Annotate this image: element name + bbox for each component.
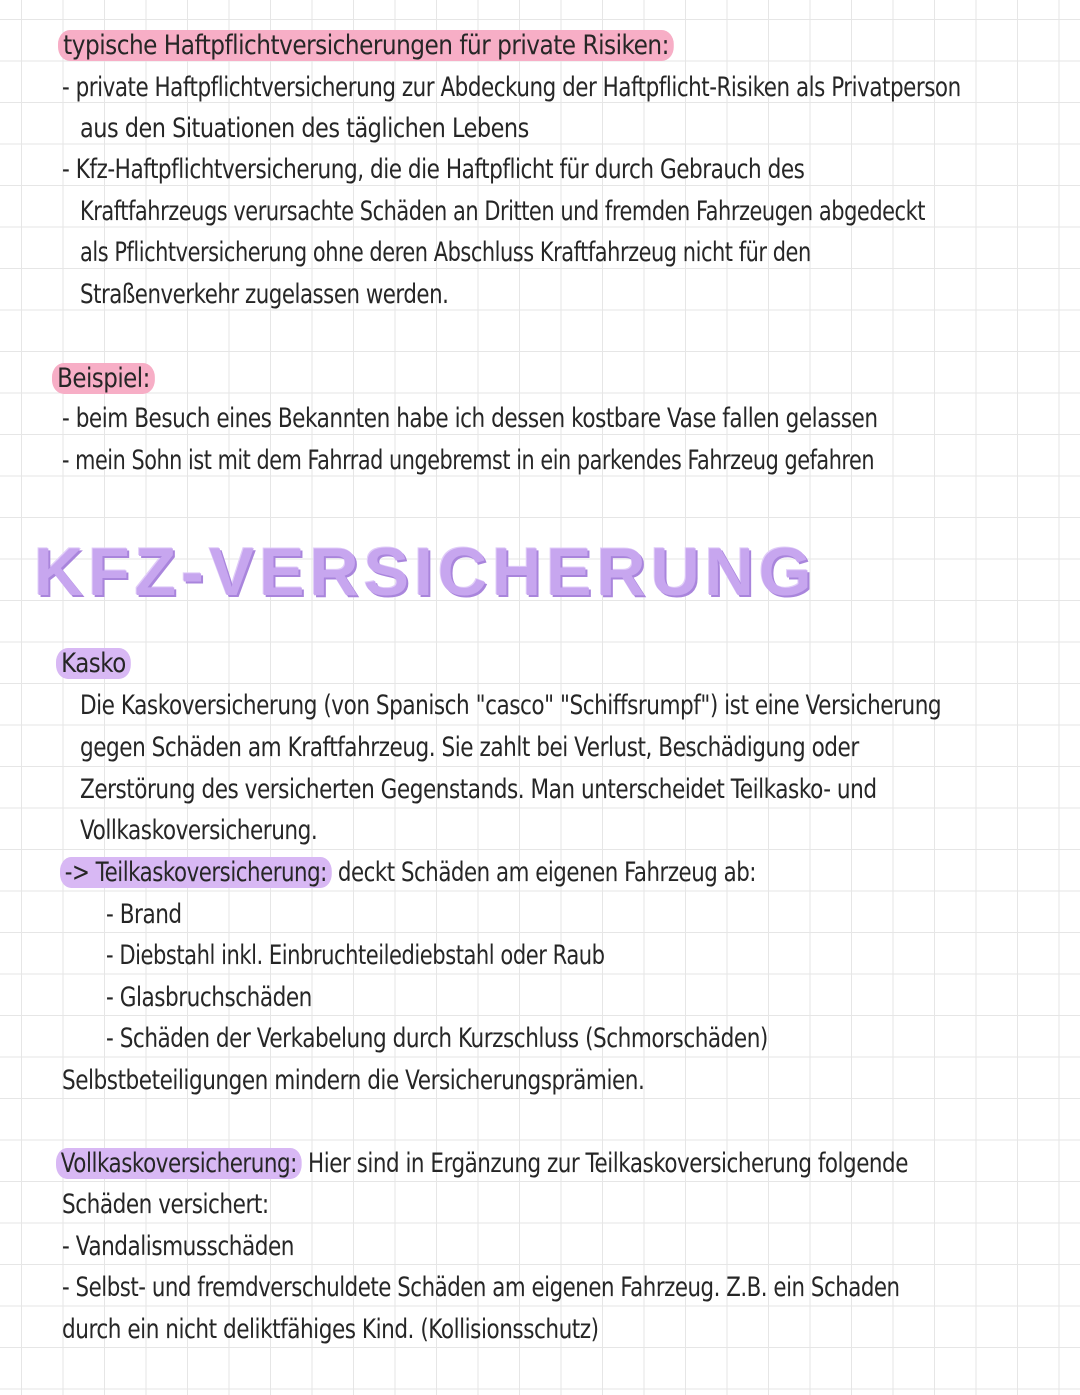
teilkasko-heading: -> Teilkaskoversicherung: [60,857,332,888]
teilkasko-item-3: - Glasbruchschäden [106,982,312,1013]
teilkasko-line [60,854,756,892]
vollkasko-line-4: durch ein nicht deliktfähiges Kind. (Kollisionsschutz) [62,1314,599,1345]
teilkasko-item-2: - Diebstahl inkl. Einbruchteilediebstahl oder Raub [106,940,605,971]
vollkasko-heading: Vollkaskoversicherung: [56,1148,302,1179]
haftpflicht-heading-line [58,27,674,65]
vollkasko-line-1: Schäden versichert: [62,1189,269,1220]
beispiel-heading: Beispiel: [52,363,155,394]
haftpflicht-line-2: aus den Situationen des täglichen Lebens [80,113,529,144]
kasko-line-2: gegen Schäden am Kraftfahrzeug. Sie zahlt bei Verlust, Beschädigung oder [80,732,859,763]
teilkasko-item-4: - Schäden der Verkabelung durch Kurzschluss (Schmorschäden) [106,1023,768,1054]
haftpflicht-line-4: Kraftfahrzeugs verursachte Schäden an Dritten und fremden Fahrzeugen abgedeckt [80,196,925,227]
vollkasko-rest: Hier sind in Ergänzung zur Teilkaskoversicherung folgende [301,1148,908,1179]
teilkasko-item-1: - Brand [106,899,182,930]
haftpflicht-line-5: als Pflichtversicherung ohne deren Abschluss Kraftfahrzeug nicht für den [80,237,811,268]
beispiel-line-2: - mein Sohn ist mit dem Fahrrad ungebremst in ein parkendes Fahrzeug gefahren [62,445,875,476]
beispiel-line-1: - beim Besuch eines Bekannten habe ich dessen kostbare Vase fallen gelassen [62,403,878,434]
vollkasko-line [56,1145,908,1183]
kasko-heading-line [56,645,131,683]
beispiel-heading-line [52,360,155,398]
vollkasko-line-2: - Vandalismusschäden [62,1231,295,1262]
haftpflicht-line-6: Straßenverkehr zugelassen werden. [80,279,449,310]
haftpflicht-heading: typische Haftpflichtversicherungen für private Risiken: [58,30,674,61]
teilkasko-note: Selbstbeteiligungen mindern die Versicherungsprämien. [62,1065,645,1096]
haftpflicht-line-3: - Kfz-Haftpflichtversicherung, die die Haftpflicht für durch Gebrauch des [62,154,805,185]
kasko-heading: Kasko [56,648,131,679]
kasko-line-1: Die Kaskoversicherung (von Spanisch "casco" "Schiffsrumpf") ist eine Versicherung [80,690,942,721]
teilkasko-rest: deckt Schäden am eigenen Fahrzeug ab: [331,857,757,888]
vollkasko-line-3: - Selbst- und fremdverschuldete Schäden am eigenen Fahrzeug. Z.B. ein Schaden [62,1272,900,1303]
page-title: KFZ-VERSICHERUNG [34,534,817,610]
haftpflicht-line-1: - private Haftpflichtversicherung zur Abdeckung der Haftpflicht-Risiken als Privatperson [62,72,961,103]
kasko-line-3: Zerstörung des versicherten Gegenstands. Man unterscheidet Teilkasko- und [80,774,877,805]
kasko-line-4: Vollkaskoversicherung. [80,815,318,846]
